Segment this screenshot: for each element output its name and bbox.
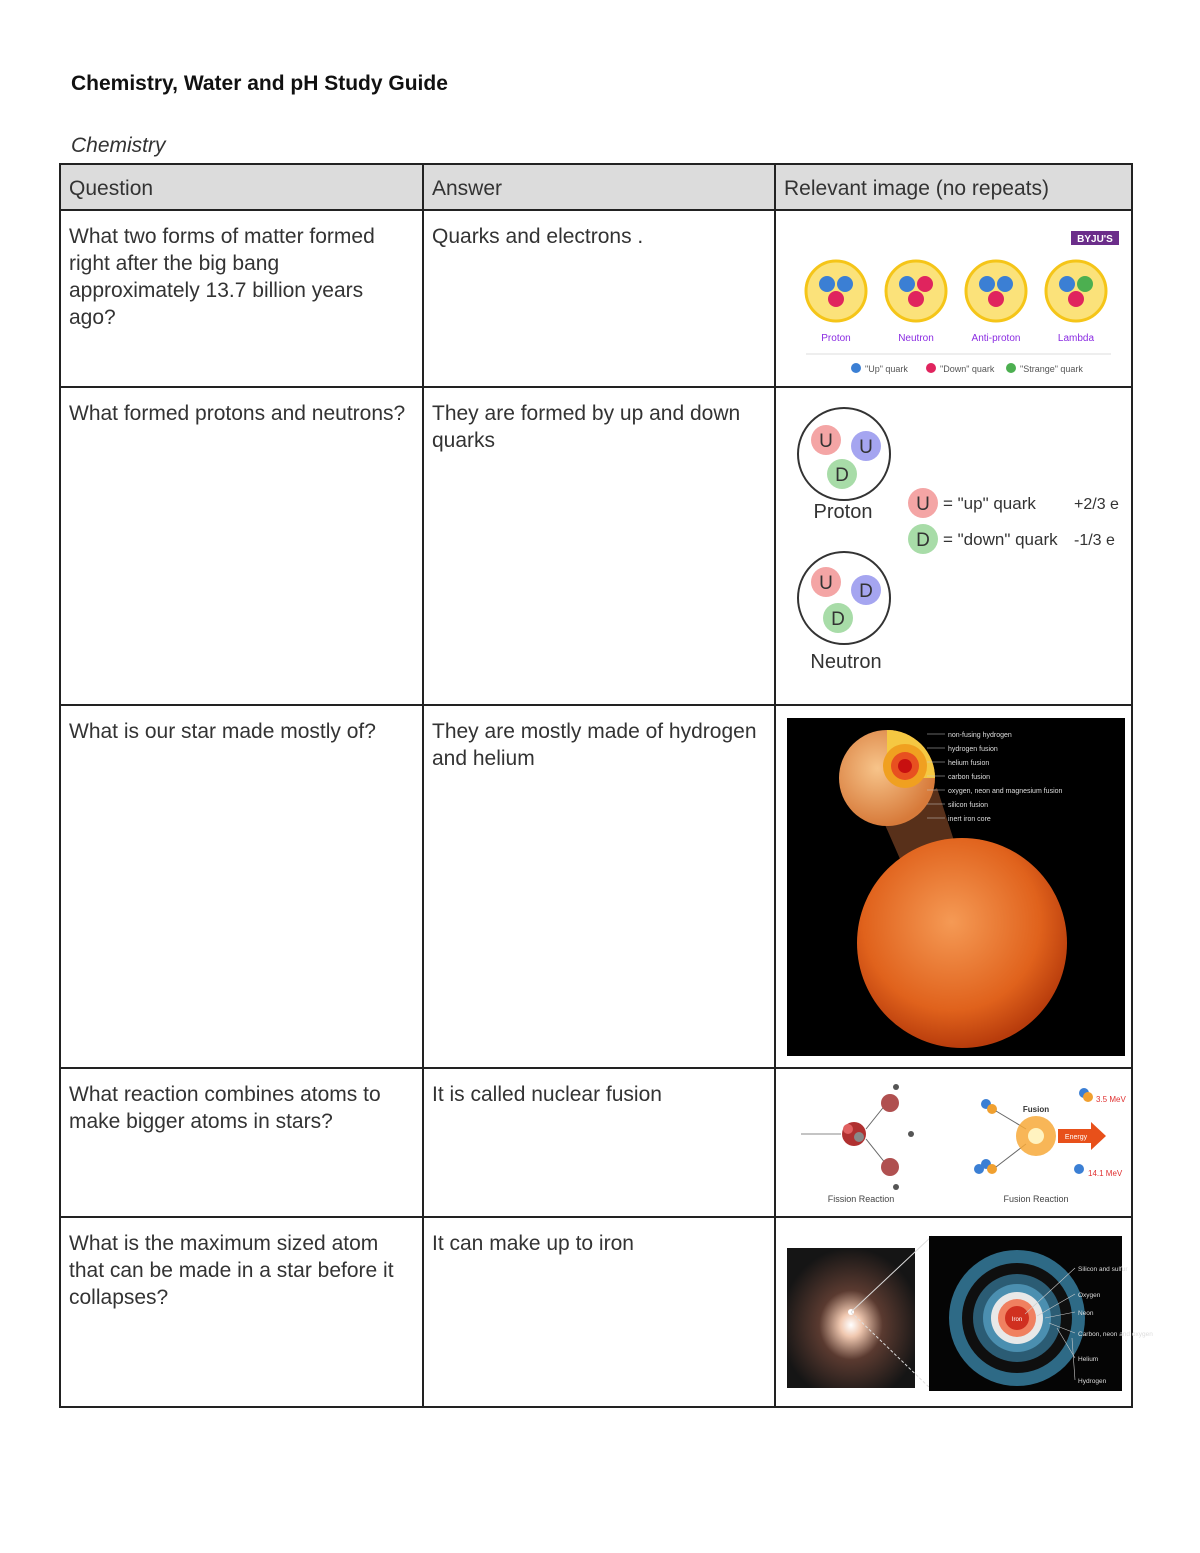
neutron-label: Neutron: [810, 651, 882, 673]
answer-cell: It can make up to iron: [432, 1232, 634, 1255]
section-heading: Chemistry: [71, 134, 166, 157]
core-label: Iron: [1011, 1317, 1023, 1323]
legend-down: "Down" quark: [940, 364, 995, 374]
study-guide-table: [59, 163, 1153, 1408]
image-cell: [775, 210, 1132, 387]
header-answer: Answer: [423, 164, 775, 210]
particle-proton: [806, 261, 866, 321]
image-cell: [775, 387, 1132, 705]
particle-label: Proton: [821, 333, 851, 344]
quark-letter: D: [835, 465, 849, 486]
legend-up: "Up" quark: [865, 364, 908, 374]
energy-value: 14.1 MeV: [1088, 1169, 1123, 1178]
layer-label: non-fusing hydrogen: [948, 732, 1012, 739]
particle-label: Neutron: [898, 333, 934, 344]
layer-label: inert iron core: [948, 816, 991, 823]
image-cell: [775, 705, 1132, 1068]
answer-cell: It is called nuclear fusion: [432, 1083, 662, 1106]
layer-label: silicon fusion: [948, 802, 989, 809]
question-cell: What is our star made mostly of?: [69, 720, 376, 743]
question-cell: What reaction combines atoms to make bigger atoms in stars?: [69, 1083, 381, 1133]
image-cell: [775, 1217, 1153, 1407]
particle-label: Lambda: [1057, 333, 1095, 344]
header-question: Question: [60, 164, 423, 210]
question-cell: What two forms of matter formed right after the big bang approximately 13.7 billion years ago?: [69, 225, 375, 329]
layer-label: helium fusion: [948, 760, 990, 767]
up-charge: +2/3 e: [1074, 496, 1119, 513]
sun-sphere: [857, 838, 1067, 1048]
quark-letter: U: [859, 437, 873, 458]
quark-letter: U: [819, 573, 833, 594]
legend-down-letter: D: [916, 530, 930, 551]
star-photo: [787, 1248, 915, 1388]
supergiant-layers-image: [787, 1228, 1153, 1398]
answer-cell: They are mostly made of hydrogen and helium: [432, 720, 757, 770]
fission-diagram: [801, 1084, 914, 1190]
layer-label: hydrogen fusion: [948, 746, 998, 753]
down-charge: -1/3 e: [1074, 532, 1115, 549]
layer-label: Neon: [1078, 1310, 1094, 1317]
layer-label: Hydrogen: [1078, 1378, 1107, 1385]
quark-letter: D: [831, 609, 845, 630]
layer-label: Helium: [1078, 1356, 1099, 1363]
legend-up-letter: U: [916, 494, 930, 515]
fusion-caption: Fusion Reaction: [1003, 1194, 1069, 1204]
fusion-diagram: [974, 1088, 1126, 1178]
fission-caption: Fission Reaction: [827, 1194, 895, 1204]
layer-label: oxygen, neon and magnesium fusion: [948, 788, 1063, 795]
energy-label: Energy: [1064, 1134, 1088, 1141]
legend-up-swatch: [851, 363, 861, 373]
star-layers-image: [787, 718, 1125, 1056]
document-title: Chemistry, Water and pH Study Guide: [71, 72, 448, 95]
particle-lambda: [1046, 261, 1106, 321]
table-row: [60, 210, 1132, 387]
byjus-logo-text: BYJU'S: [1077, 234, 1113, 245]
legend-down-swatch: [926, 363, 936, 373]
table-row: [60, 1217, 1132, 1407]
question-cell: What formed protons and neutrons?: [69, 402, 406, 425]
layer-label: Oxygen: [1078, 1292, 1101, 1299]
proton-label: Proton: [813, 501, 873, 523]
legend-down-text: = "down" quark: [943, 530, 1058, 549]
legend-up-text: = "up" quark: [943, 494, 1036, 513]
particle-neutron: [886, 261, 946, 321]
quark-letter: U: [819, 431, 833, 452]
table-row: [60, 387, 1132, 705]
table-row: [60, 1068, 1132, 1217]
answer-cell: They are formed by up and down quarks: [432, 402, 741, 452]
proton-neutron-diagram: [786, 400, 1126, 690]
quark-letter: D: [859, 581, 873, 602]
particle-label: Anti-proton: [971, 333, 1021, 344]
layer-label: Carbon, neon and oxygen: [1078, 1331, 1153, 1338]
answer-cell: Quarks and electrons .: [432, 225, 644, 248]
table-row: [60, 705, 1132, 1068]
layer-label: Silicon and sulfur: [1078, 1266, 1128, 1273]
question-cell: What is the maximum sized atom that can be made in a star before it collapses?: [69, 1232, 394, 1309]
image-cell: [775, 1068, 1132, 1217]
layer-label: carbon fusion: [948, 774, 991, 781]
quark-composition-image: [786, 221, 1126, 381]
table-header-row: [60, 164, 1132, 210]
legend-strange: "Strange" quark: [1020, 364, 1083, 374]
fusion-label: Fusion: [1022, 1105, 1050, 1114]
header-image: Relevant image (no repeats): [775, 164, 1132, 210]
particle-anti-proton: [966, 261, 1026, 321]
energy-value: 3.5 MeV: [1096, 1095, 1126, 1104]
legend-strange-swatch: [1006, 363, 1016, 373]
fission-fusion-image: [786, 1079, 1126, 1209]
